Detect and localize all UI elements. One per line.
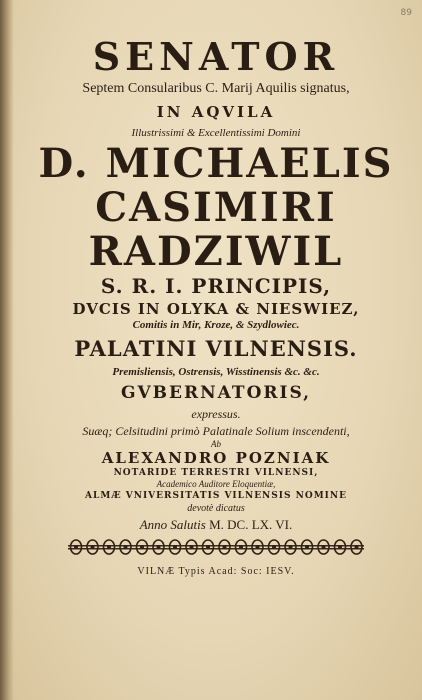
anno-label: Anno Salutis xyxy=(139,517,206,532)
imprint: VILNÆ Typis Acad: Soc: IESV. xyxy=(137,566,295,577)
anno-value: M. DC. LX. VI. xyxy=(209,517,293,532)
line-devote: devotè dicatus xyxy=(187,503,245,514)
line-comitis: Comitis in Mir, Kroze, & Szydlowiec. xyxy=(132,319,300,331)
line-illustrissimi: Illustrissimi & Excellentissimi Domini xyxy=(131,127,301,139)
line-premisliensis: Premisliensis, Ostrensis, Wisstinensis &c. &c. xyxy=(112,366,320,378)
line-expressus: expressus. xyxy=(191,407,241,421)
line-ducis: DVCIS IN OLYKA & NIESWIEZ, xyxy=(72,300,360,318)
line-academico: Academico Auditore Eloquentiæ, xyxy=(156,479,276,489)
line-almae: ALMÆ VNIVERSITATIS VILNENSIS NOMINE xyxy=(85,491,347,501)
line-gubernatoris: GVBERNATORIS, xyxy=(120,383,312,403)
line-ab: Ab xyxy=(211,439,221,449)
line-notaride: NOTARIDE TERRESTRI VILNENSI, xyxy=(113,468,319,478)
ornament-border-icon xyxy=(68,537,364,557)
name-michaelis: D. MICHAELIS xyxy=(38,140,394,187)
line-in-aquila: IN AQVILA xyxy=(156,103,276,121)
line-palatini: PALATINI VILNENSIS. xyxy=(74,336,358,361)
heading-senator: SENATOR xyxy=(92,34,340,79)
page-number: 89 xyxy=(400,8,412,18)
line-septem: Septem Consularibus C. Marij Aquilis signatus, xyxy=(82,81,350,96)
line-srip: S. R. I. PRINCIPIS, xyxy=(100,274,332,298)
name-radziwil: RADZIWIL xyxy=(88,228,344,275)
title-block xyxy=(18,34,414,577)
name-casimiri: CASIMIRI xyxy=(95,184,337,231)
author-name: ALEXANDRO POZNIAK xyxy=(101,449,331,467)
binding-gutter xyxy=(0,0,14,700)
line-anno xyxy=(18,518,414,531)
line-dedication: Suæq; Celsitudini primò Palatinale Solium inscendenti, xyxy=(82,424,350,438)
